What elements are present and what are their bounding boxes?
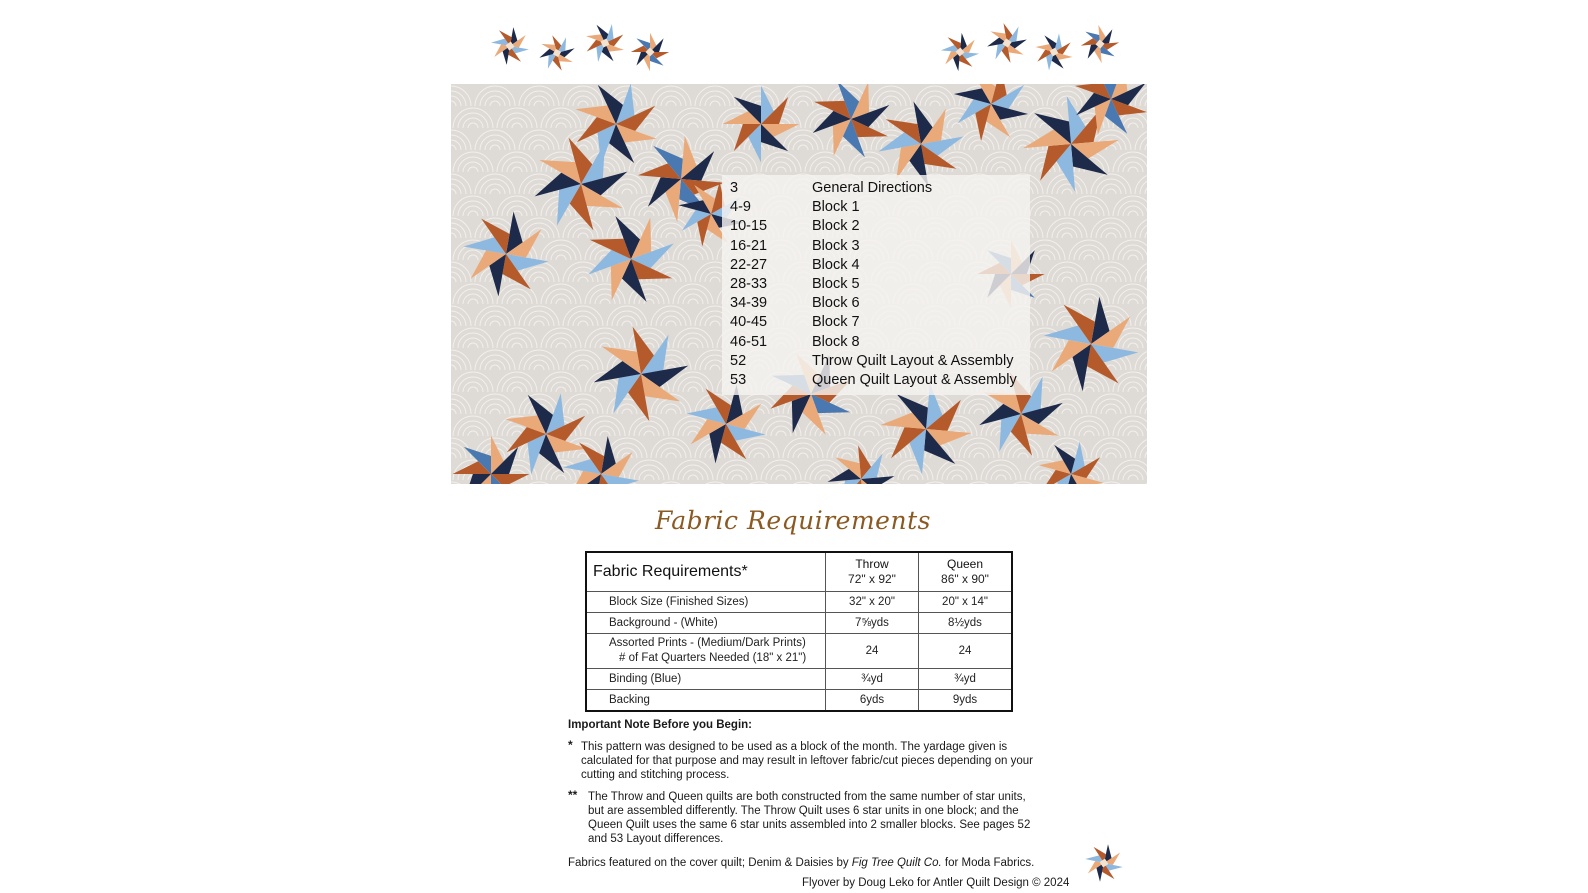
credits-prefix: Fabrics featured on the cover quilt; Denim & Daisies by — [568, 857, 852, 869]
table-row — [586, 613, 1012, 634]
fabric-credits — [568, 857, 1034, 869]
toc-row — [730, 198, 1030, 217]
toc-row — [730, 352, 1030, 371]
row-label: Backing — [609, 694, 650, 706]
star-icon — [986, 22, 1028, 64]
decorative-stars-right — [940, 22, 1120, 74]
toc-title: Queen Quilt Layout & Assembly — [812, 371, 1017, 388]
column-queen — [919, 552, 1013, 592]
column-queen-size: 86" x 90" — [941, 572, 989, 586]
toc-title: Block 2 — [812, 218, 860, 235]
row-label-cell — [586, 690, 826, 712]
toc-title: Block 4 — [812, 256, 860, 273]
table-title: Fabric Requirements* — [586, 552, 826, 592]
throw-value: 24 — [826, 634, 919, 669]
credits-brand: Fig Tree Quilt Co. — [851, 857, 942, 869]
notes-heading: Important Note Before you Begin: — [568, 719, 753, 731]
throw-value: ¾yd — [826, 669, 919, 690]
table-of-contents — [730, 179, 1030, 390]
toc-pages: 40-45 — [730, 314, 768, 331]
row-label: Block Size (Finished Sizes) — [609, 596, 749, 608]
toc-title: Block 3 — [812, 237, 860, 254]
row-label: Background - (White) — [609, 617, 718, 629]
credits-suffix: for Moda Fabrics. — [941, 857, 1035, 869]
note-mark: * — [568, 738, 573, 752]
toc-row — [730, 371, 1030, 390]
toc-title: Block 7 — [812, 314, 860, 331]
toc-pages: 22-27 — [730, 256, 768, 273]
queen-value: 20" x 14" — [919, 592, 1013, 613]
toc-pages: 52 — [730, 352, 747, 369]
row-sublabel: # of Fat Quarters Needed (18" x 21") — [619, 652, 807, 664]
toc-row — [730, 333, 1030, 352]
queen-value: ¾yd — [919, 669, 1013, 690]
table-header-row — [586, 552, 1012, 592]
toc-pages: 4-9 — [730, 199, 751, 216]
throw-value: 7⅝yds — [826, 613, 919, 634]
toc-row — [730, 313, 1030, 332]
corner-star-icon — [1084, 843, 1124, 888]
queen-value: 9yds — [919, 690, 1013, 712]
star-icon — [538, 34, 576, 72]
queen-value: 24 — [919, 634, 1013, 669]
star-icon — [1034, 32, 1074, 72]
toc-pages: 16-21 — [730, 237, 768, 254]
toc-title: Block 6 — [812, 295, 860, 312]
toc-title: Block 1 — [812, 199, 860, 216]
decorative-stars-left — [490, 22, 670, 74]
toc-title: Block 5 — [812, 275, 860, 292]
toc-pages: 28-33 — [730, 275, 768, 292]
toc-row — [730, 294, 1030, 313]
table-row — [586, 690, 1012, 712]
toc-row — [730, 179, 1030, 198]
note-item — [568, 790, 1038, 846]
star-icon — [630, 32, 670, 72]
important-notes — [568, 719, 1038, 854]
row-label-cell — [586, 669, 826, 690]
toc-row — [730, 256, 1030, 275]
toc-title: Throw Quilt Layout & Assembly — [812, 352, 1014, 369]
toc-pages: 10-15 — [730, 218, 768, 235]
star-icon — [1080, 24, 1120, 64]
row-label: Binding (Blue) — [609, 673, 682, 685]
throw-value: 6yds — [826, 690, 919, 712]
note-text: The Throw and Queen quilts are both constructed from the same number of star units, but are assembled differently. The Throw Quilt uses 6 star units in one block; and the Queen Quilt uses the same 6 star units assembled into 2 smaller blocks. See pages 52 and 53 Layout differences. — [588, 791, 1031, 845]
toc-pages: 34-39 — [730, 295, 768, 312]
toc-row — [730, 275, 1030, 294]
queen-value: 8½yds — [919, 613, 1013, 634]
throw-value: 32" x 20" — [826, 592, 919, 613]
toc-pages: 3 — [730, 180, 739, 196]
column-throw-name: Throw — [855, 557, 889, 571]
star-icon — [1084, 843, 1124, 883]
star-icon — [584, 22, 626, 64]
star-icon — [490, 26, 530, 66]
fabric-requirements-table — [585, 551, 1013, 712]
table-row — [586, 592, 1012, 613]
note-mark: ** — [568, 788, 578, 802]
toc-row — [730, 217, 1030, 236]
toc-row — [730, 237, 1030, 256]
fabric-requirements-heading: Fabric Requirements — [655, 506, 931, 535]
table-row — [586, 669, 1012, 690]
note-text: This pattern was designed to be used as a block of the month. The yardage given is calculated for that purpose and may result in leftover fabric/cut pieces depending on your cutting and stitching process. — [581, 741, 1033, 781]
toc-title: General Directions — [812, 180, 933, 196]
row-label-cell — [586, 613, 826, 634]
column-queen-name: Queen — [946, 557, 984, 571]
row-label: Assorted Prints - (Medium/Dark Prints) — [609, 637, 806, 649]
row-label-cell — [586, 634, 826, 669]
row-label-cell — [586, 592, 826, 613]
column-throw-size: 72" x 92" — [848, 572, 896, 586]
table-row — [586, 634, 1012, 669]
toc-title: Block 8 — [812, 333, 860, 350]
copyright-footer: Flyover by Doug Leko for Antler Quilt Design © 2024 — [802, 877, 1070, 889]
toc-pages: 53 — [730, 371, 747, 388]
star-icon — [940, 32, 980, 72]
toc-pages: 46-51 — [730, 333, 768, 350]
column-throw — [826, 552, 919, 592]
note-item — [568, 740, 1038, 782]
